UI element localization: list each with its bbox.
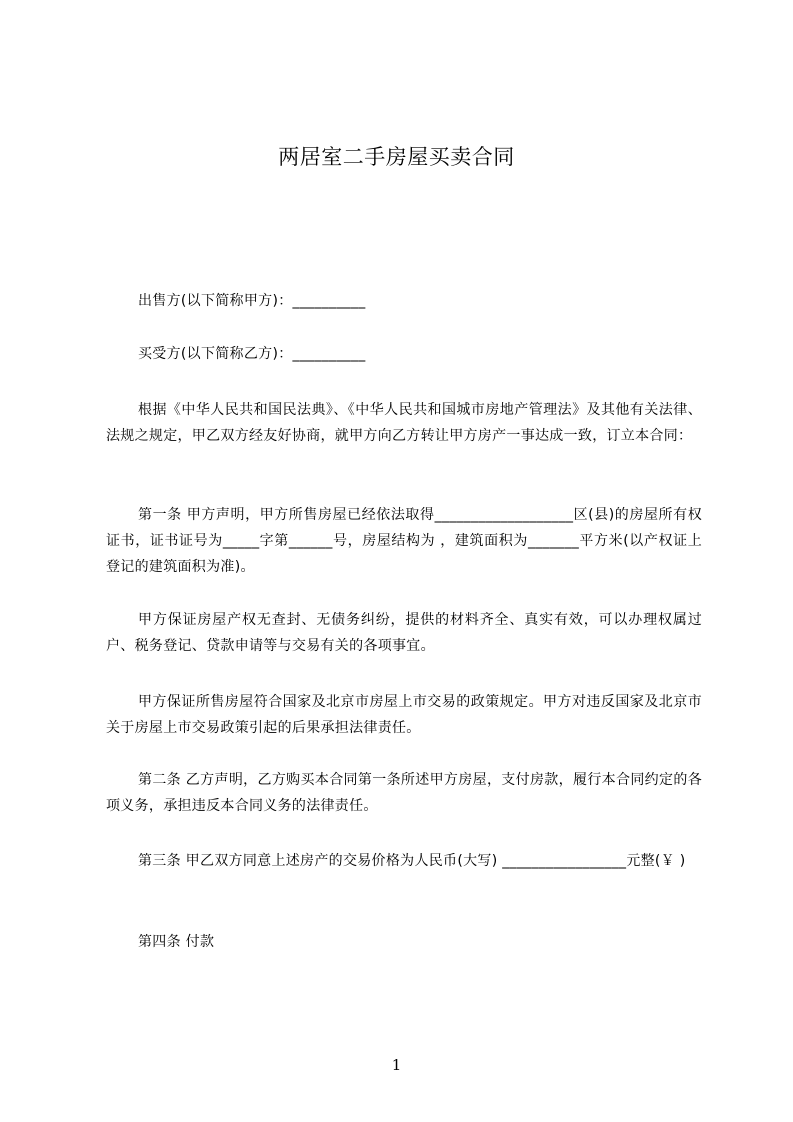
article-1-paragraph: 第一条 甲方声明，甲方所售房屋已经依法取得___________________区(县)的房屋所有权证书，证书证号为_____字第______号，房屋结构为 ，建筑面积为_______平方米(以产权证上登记的建筑面积为准)。 — [106, 507, 702, 575]
article-3-paragraph: 第三条 甲乙双方同意上述房产的交易价格为人民币(大写) _________________元整(￥ ) — [138, 853, 686, 869]
preamble-paragraph: 根据《中华人民共和国民法典》、《中华人民共和国城市房地产管理法》及其他有关法律、法规之规定，甲乙双方经友好协商，就甲方向乙方转让甲方房产一事达成一致，订立本合同： — [106, 402, 702, 444]
article-4-heading: 第四条 付款 — [138, 934, 215, 950]
buyer-line: 买受方(以下简称乙方)：__________ — [138, 346, 366, 362]
warranty-paragraph: 甲方保证房屋产权无查封、无债务纠纷，提供的材料齐全、真实有效，可以办理权属过户、税务登记、贷款申请等与交易有关的各项事宜。 — [106, 612, 702, 654]
policy-paragraph: 甲方保证所售房屋符合国家及北京市房屋上市交易的政策规定。甲方对违反国家及北京市关于房屋上市交易政策引起的后果承担法律责任。 — [106, 694, 702, 736]
seller-line: 出售方(以下简称甲方)：__________ — [138, 293, 366, 309]
article-2-paragraph: 第二条 乙方声明，乙方购买本合同第一条所述甲方房屋，支付房款，履行本合同约定的各项义务，承担违反本合同义务的法律责任。 — [106, 772, 702, 814]
page-number: 1 — [391, 1056, 402, 1074]
document-title: 两居室二手房屋买卖合同 — [278, 145, 515, 169]
